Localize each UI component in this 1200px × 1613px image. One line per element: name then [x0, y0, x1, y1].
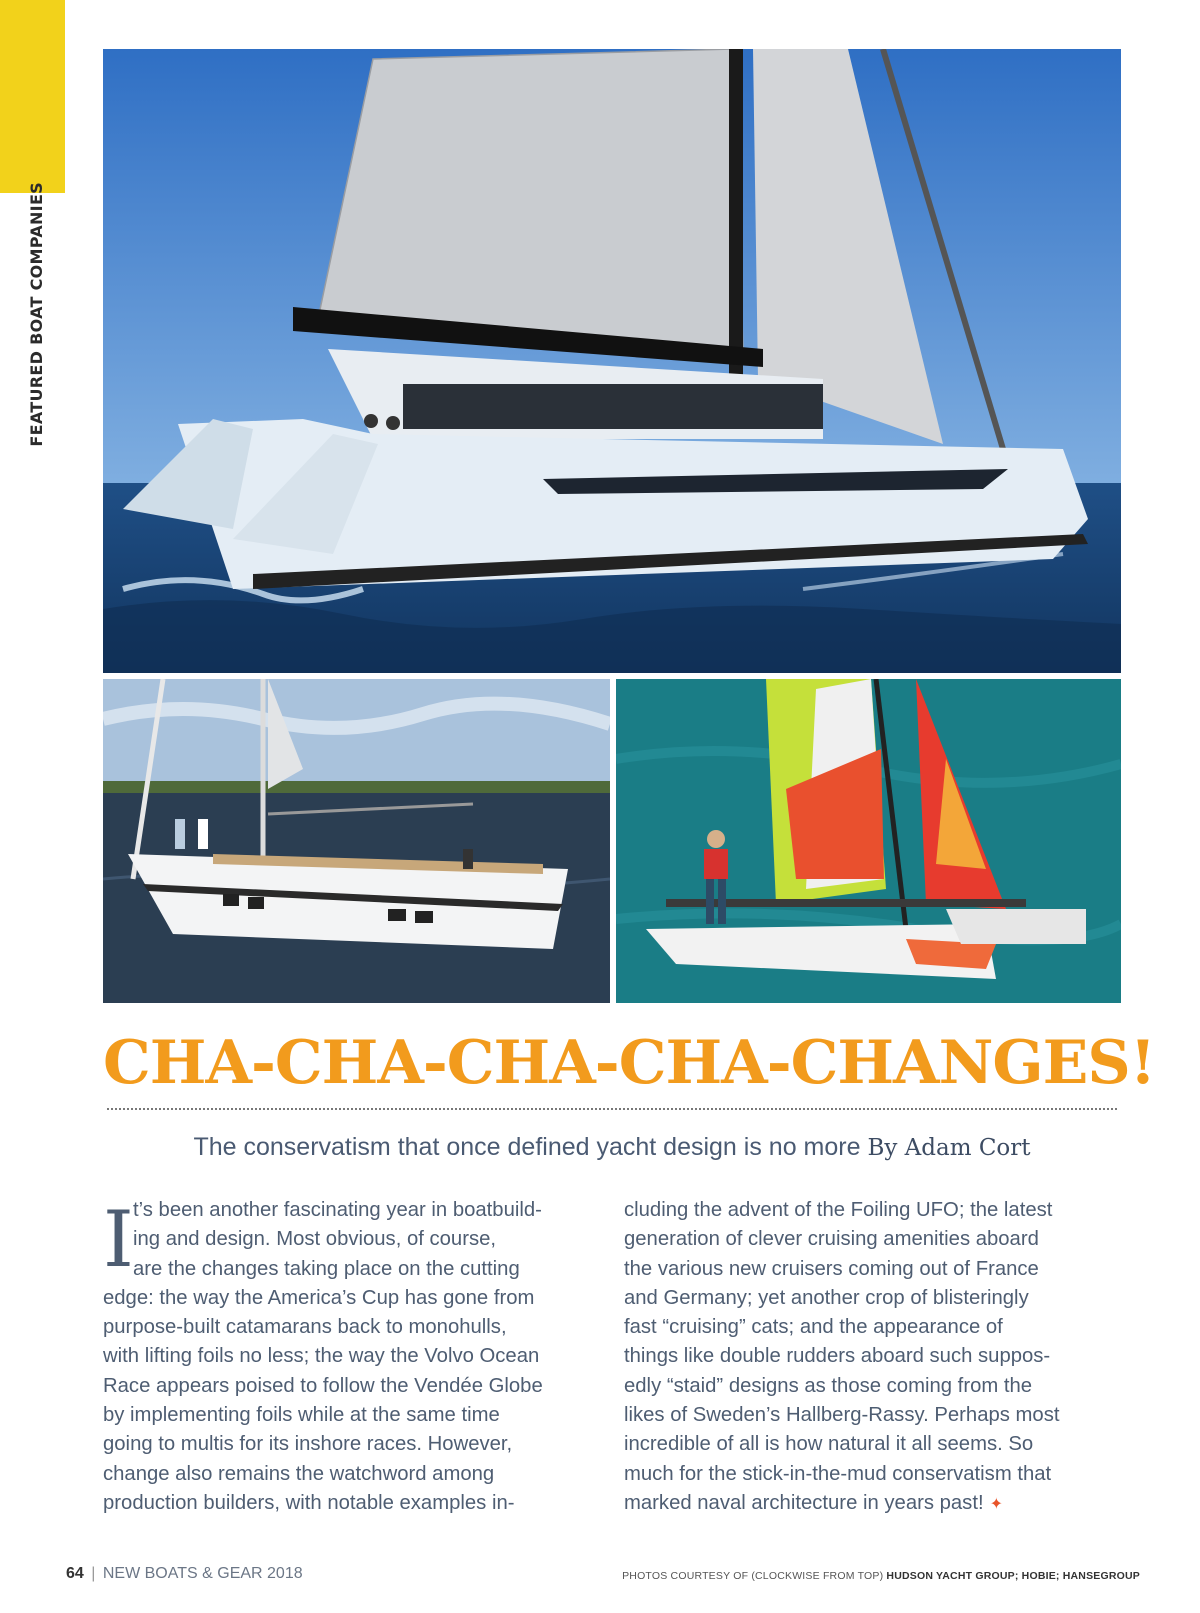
catamaran-photo [103, 49, 1121, 673]
section-color-tab [0, 0, 65, 193]
body-line: generation of clever cruising amenities aboard [624, 1228, 1039, 1251]
folio [66, 1565, 303, 1583]
body-line: things like double rudders aboard such suppos- [624, 1345, 1051, 1368]
body-line: ing and design. Most obvious, of course, [133, 1228, 497, 1251]
body-line: production builders, with notable examples in- [103, 1491, 515, 1514]
photo-credit-prefix: PHOTOS COURTESY OF (CLOCKWISE FROM TOP) [622, 1570, 884, 1582]
body-line: going to multis for its inshore races. However, [103, 1433, 513, 1456]
body-line: with lifting foils no less; the way the Volvo Ocean [103, 1345, 540, 1368]
section-label: FEATURED BOAT COMPANIES [27, 182, 46, 447]
body-column-left [103, 1196, 598, 1518]
photo-credit-names: HUDSON YACHT GROUP; HOBIE; HANSEGROUP [886, 1570, 1140, 1582]
body-line: are the changes taking place on the cutting [133, 1257, 520, 1280]
body-line: edly “staid” designs as those coming from the [624, 1374, 1033, 1397]
hobie-catamaran-photo [616, 679, 1121, 1003]
body-line: incredible of all is how natural it all seems. So [624, 1433, 1034, 1456]
body-line: t’s been another fascinating year in boatbuild- [133, 1199, 542, 1221]
sailing-yacht-photo [103, 679, 610, 1003]
page-number: 64 [66, 1565, 84, 1582]
article-deck [103, 1133, 1121, 1162]
byline: By Adam Cort [867, 1135, 1031, 1161]
body-line-text: marked naval architecture in years past! [624, 1491, 984, 1514]
publication-name: NEW BOATS & GEAR 2018 [102, 1565, 303, 1582]
body-line: cluding the advent of the Foiling UFO; the latest [624, 1199, 1053, 1221]
body-line: change also remains the watchword among [103, 1462, 495, 1485]
body-line: purpose-built catamarans back to monohulls, [103, 1316, 507, 1339]
folio-separator: | [91, 1565, 96, 1582]
body-line: the various new cruisers coming out of France [624, 1257, 1039, 1280]
body-line-last [624, 1489, 1119, 1519]
body-line: Race appears poised to follow the Vendée Globe [103, 1374, 543, 1397]
end-mark-icon: ✦ [989, 1495, 1004, 1513]
body-line: and Germany; yet another crop of blisteringly [624, 1286, 1029, 1309]
dotted-divider [107, 1108, 1117, 1110]
deck-text: The conservatism that once defined yacht design is no more [193, 1133, 861, 1161]
body-column-right [624, 1196, 1119, 1519]
body-line: fast “cruising” cats; and the appearance of [624, 1316, 1003, 1339]
body-line: much for the stick-in-the-mud conservatism that [624, 1462, 1052, 1485]
body-line: likes of Sweden’s Hallberg-Rassy. Perhaps most [624, 1404, 1060, 1427]
body-line: by implementing foils while at the same time [103, 1404, 500, 1427]
article-headline: CHA-CHA-CHA-CHA-CHANGES! [103, 1028, 1156, 1098]
photo-credits [622, 1570, 1140, 1582]
drop-cap: I [103, 1195, 134, 1285]
body-line: edge: the way the America’s Cup has gone from [103, 1286, 535, 1309]
